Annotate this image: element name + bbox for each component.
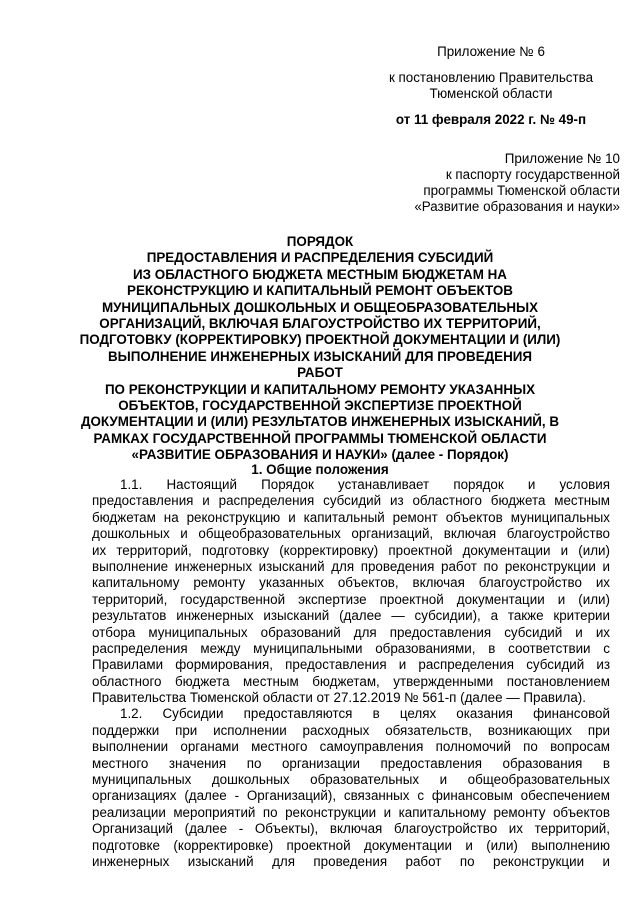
body-line: их территорий, подготовку (корректировку) проектной документации и (или) xyxy=(92,542,610,558)
appendix-10-block xyxy=(384,151,620,215)
title-line: ПО РЕКОНСТРУКЦИИ И КАПИТАЛЬНОМУ РЕМОНТУ УКАЗАННЫХ xyxy=(104,381,536,397)
title-line: ПОРЯДОК xyxy=(286,234,354,249)
body-line: бюджетам на реконструкцию и капитальный ремонт объектов муниципальных xyxy=(92,509,610,525)
appendix-10-ref-line2: программы Тюменской области xyxy=(423,183,620,198)
body-line: 1.2. Субсидии предоставляются в целях оказания финансовой xyxy=(120,706,610,722)
body-line: муниципальных дошкольных образовательных и общеобразовательных xyxy=(92,772,610,788)
title-line: РАМКАХ ГОСУДАРСТВЕННОЙ ПРОГРАММЫ ТЮМЕНСКОЙ ОБЛАСТИ xyxy=(93,430,547,446)
body-line: инженерных изысканий для проведения работ по реконструкции и xyxy=(92,853,610,869)
body-line: распределения между муниципальными образованиями, в соответствии с xyxy=(92,640,610,656)
appendix-10-ref-line3: «Развитие образования и науки» xyxy=(414,199,620,214)
title-tail: (далее - Порядок) xyxy=(387,447,509,463)
document-title xyxy=(79,234,561,464)
body-line: отбора муниципальных образований для предоставления субсидий и их xyxy=(92,624,610,640)
appendix-6-number: Приложение № 6 xyxy=(437,44,545,59)
body-line: предоставления и распределения субсидий из областного бюджета местным xyxy=(92,493,610,509)
title-line: ПРЕДОСТАВЛЕНИЯ И РАСПРЕДЕЛЕНИЯ СУБСИДИЙ xyxy=(146,250,494,266)
appendix-10-ref-line1: к паспорту государственной xyxy=(445,167,620,182)
body-line: реализации мероприятий по реконструкции и капитальному ремонту объектов xyxy=(92,804,610,820)
title-line: ОРГАНИЗАЦИЙ, ВКЛЮЧАЯ БЛАГОУСТРОЙСТВО ИХ ТЕРРИТОРИЙ, xyxy=(99,316,541,332)
title-line: ВЫПОЛНЕНИЕ ИНЖЕНЕРНЫХ ИЗЫСКАНИЙ ДЛЯ ПРОВЕДЕНИЯ РАБОТ xyxy=(107,348,533,381)
title-line: МУНИЦИПАЛЬНЫХ ДОШКОЛЬНЫХ И ОБЩЕОБРАЗОВАТЕЛЬНЫХ xyxy=(101,299,539,315)
title-line: ИЗ ОБЛАСТНОГО БЮДЖЕТА МЕСТНЫМ БЮДЖЕТАМ НА xyxy=(133,266,507,282)
body-line: Правительства Тюменской области от 27.12.2019 № 561-п (далее — Правила). xyxy=(92,690,586,706)
title-line: ПОДГОТОВКУ (КОРРЕКТИРОВКУ) ПРОЕКТНОЙ ДОКУМЕНТАЦИИ И (ИЛИ) xyxy=(79,332,561,348)
appendix-10-number: Приложение № 10 xyxy=(504,151,620,166)
body-line: 1.1. Настоящий Порядок устанавливает порядок и условия xyxy=(120,477,610,492)
body-line: местного значения по организации предоставления образования в xyxy=(92,755,610,771)
body-line: поддержки при исполнении расходных обязательств, возникающих при xyxy=(92,722,610,738)
body-line: Организаций (далее - Объекты), включая благоустройство их территорий, xyxy=(92,821,610,837)
body-line: результатов инженерных изысканий (далее — субсидии), а также критерии xyxy=(92,608,610,624)
title-line: ОБЪЕКТОВ, ГОСУДАРСТВЕННОЙ ЭКСПЕРТИЗЕ ПРОЕКТНОЙ xyxy=(118,398,522,414)
title-line: РЕКОНСТРУКЦИЮ И КАПИТАЛЬНЫЙ РЕМОНТ ОБЪЕКТОВ xyxy=(127,283,513,299)
body-line: выполнение инженерных изысканий для проведения работ по реконструкции и xyxy=(92,558,610,574)
body-line: Правилами формирования, предоставления и распределения субсидий из xyxy=(92,657,610,673)
section-heading: 1. Общие положения xyxy=(251,462,389,477)
appendix-6-ref-line1: к постановлению Правительства xyxy=(388,70,594,85)
body-line: организациях (далее - Организаций), связанных с финансовым обеспечением xyxy=(92,788,610,804)
appendix-6-date: от 11 февраля 2022 г. № 49-п xyxy=(395,112,587,127)
body-line: территорий, государственной экспертизе проектной документации и (или) xyxy=(92,591,610,607)
appendix-6-ref-line2: Тюменской области xyxy=(429,86,553,101)
appendix-6-block xyxy=(380,44,602,128)
body-text xyxy=(92,477,610,870)
program-name: «РАЗВИТИЕ ОБРАЗОВАНИЯ И НАУКИ» xyxy=(131,447,388,463)
body-line: подготовке (корректировке) проектной документации и (или) выполнению xyxy=(92,837,610,853)
body-line: капитальному ремонту указанных объектов, включая благоустройство их xyxy=(92,575,610,591)
body-line: дошкольных и общеобразовательных организаций, включая благоустройство xyxy=(92,526,610,542)
body-line: выполнении органами местного самоуправления полномочий по вопросам xyxy=(92,739,610,755)
body-line: областного бюджета местным бюджетам, утвержденными постановлением xyxy=(92,673,610,689)
title-line: ДОКУМЕНТАЦИИ И (ИЛИ) РЕЗУЛЬТАТОВ ИНЖЕНЕРНЫХ ИЗЫСКАНИЙ, В xyxy=(80,414,560,430)
